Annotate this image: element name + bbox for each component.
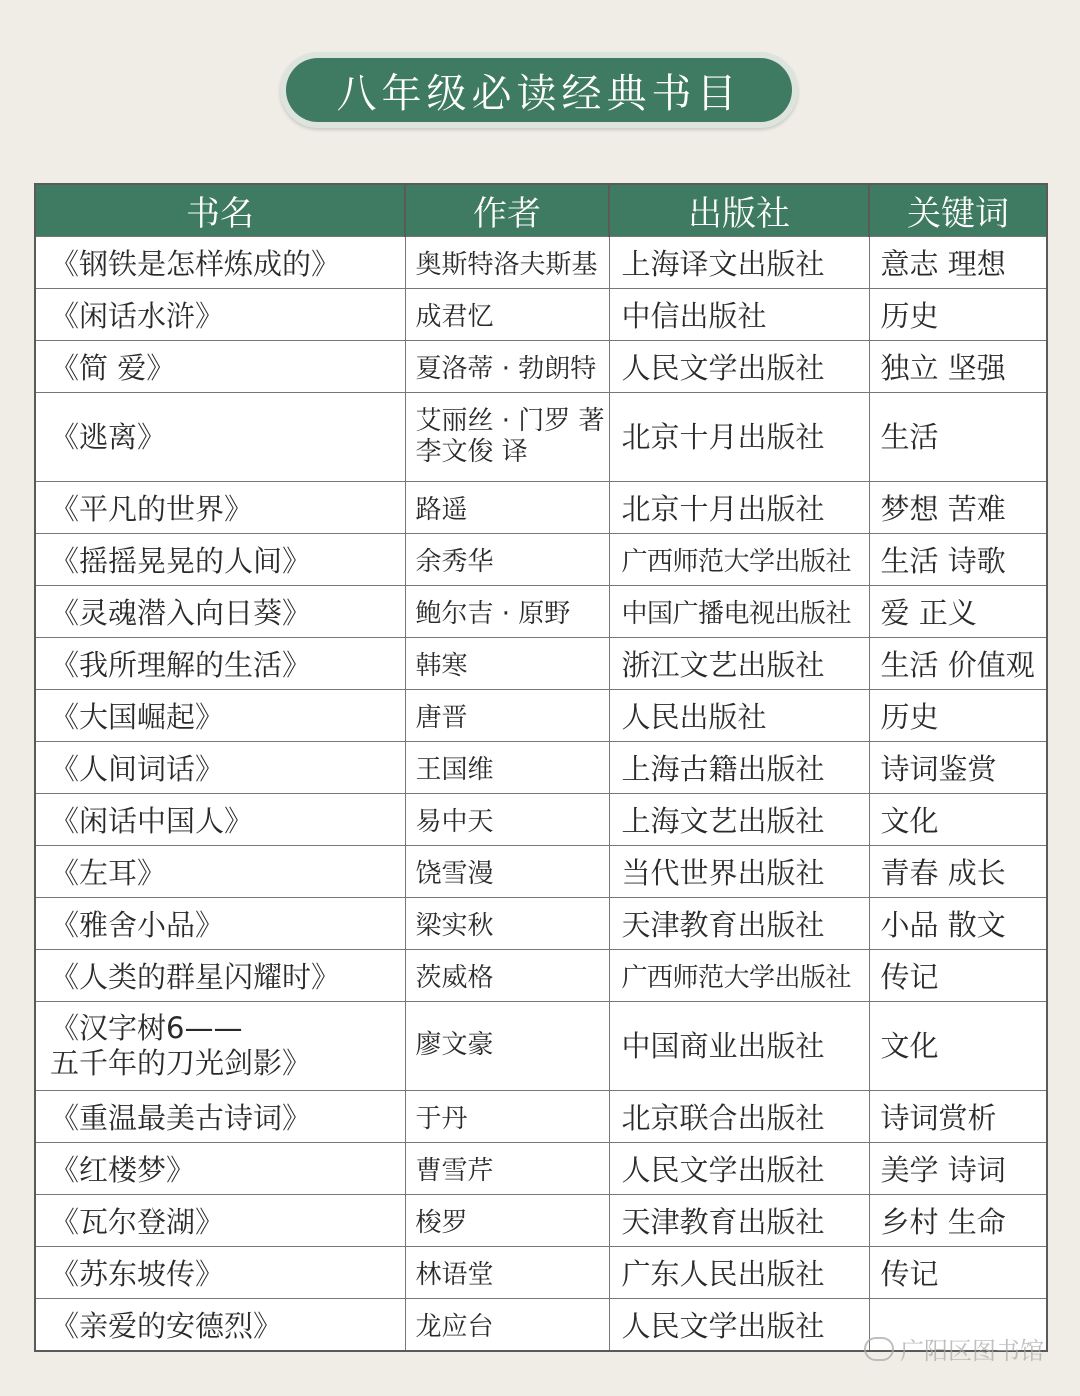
table-row	[35, 742, 1047, 794]
table-row	[35, 950, 1047, 1002]
keywords-cell: 生活 价值观	[869, 638, 1047, 690]
publisher-cell: 北京联合出版社	[609, 1091, 869, 1143]
table-row	[35, 846, 1047, 898]
book-title-cell: 《闲话中国人》	[35, 794, 405, 846]
keywords-cell: 传记	[869, 950, 1047, 1002]
keywords-cell: 小品 散文	[869, 898, 1047, 950]
table-row	[35, 794, 1047, 846]
keywords-cell: 生活 诗歌	[869, 534, 1047, 586]
publisher-cell: 天津教育出版社	[609, 1195, 869, 1247]
publisher-cell: 中国广播电视出版社	[609, 586, 869, 638]
keywords-cell: 传记	[869, 1247, 1047, 1299]
publisher-cell: 当代世界出版社	[609, 846, 869, 898]
publisher-cell: 广西师范大学出版社	[609, 950, 869, 1002]
table-row	[35, 1247, 1047, 1299]
author-cell: 夏洛蒂 · 勃朗特	[405, 341, 609, 393]
book-title-cell: 《瓦尔登湖》	[35, 1195, 405, 1247]
book-title-cell: 《灵魂潜入向日葵》	[35, 586, 405, 638]
table-row	[35, 341, 1047, 393]
book-title-cell: 《简 爱》	[35, 341, 405, 393]
book-title-cell: 《苏东坡传》	[35, 1247, 405, 1299]
keywords-cell: 青春 成长	[869, 846, 1047, 898]
table-row	[35, 237, 1047, 289]
author-cell: 成君忆	[405, 289, 609, 341]
table-row	[35, 393, 1047, 482]
author-cell: 曹雪芹	[405, 1143, 609, 1195]
table-row	[35, 586, 1047, 638]
watermark-text: 广阳区图书馆	[900, 1337, 1044, 1365]
keywords-cell: 爱 正义	[869, 586, 1047, 638]
table-row	[35, 1002, 1047, 1091]
book-title-cell: 《大国崛起》	[35, 690, 405, 742]
table-row	[35, 1091, 1047, 1143]
publisher-cell: 广西师范大学出版社	[609, 534, 869, 586]
publisher-cell: 上海译文出版社	[609, 237, 869, 289]
publisher-cell: 北京十月出版社	[609, 482, 869, 534]
author-cell: 韩寒	[405, 638, 609, 690]
author-cell: 路遥	[405, 482, 609, 534]
author-cell: 梭罗	[405, 1195, 609, 1247]
book-title-cell: 《闲话水浒》	[35, 289, 405, 341]
keywords-cell: 生活	[869, 393, 1047, 482]
table-row	[35, 638, 1047, 690]
author-cell: 于丹	[405, 1091, 609, 1143]
table-row	[35, 1195, 1047, 1247]
book-title-cell: 《亲爱的安德烈》	[35, 1299, 405, 1352]
book-title-cell: 《人间词话》	[35, 742, 405, 794]
table-row	[35, 534, 1047, 586]
author-cell: 艾丽丝 · 门罗 著 李文俊 译	[405, 393, 609, 482]
book-title-cell: 《汉字树6—— 五千年的刀光剑影》	[35, 1002, 405, 1091]
table-row	[35, 482, 1047, 534]
wechat-icon	[864, 1337, 894, 1361]
keywords-cell: 梦想 苦难	[869, 482, 1047, 534]
keywords-cell: 美学 诗词	[869, 1143, 1047, 1195]
book-title-cell: 《平凡的世界》	[35, 482, 405, 534]
publisher-cell: 人民文学出版社	[609, 1299, 869, 1352]
title-banner	[280, 52, 798, 128]
table-header-row	[35, 184, 1047, 237]
publisher-cell: 广东人民出版社	[609, 1247, 869, 1299]
header-book-title: 书名	[35, 184, 405, 237]
publisher-cell: 人民文学出版社	[609, 341, 869, 393]
book-title-cell: 《雅舍小品》	[35, 898, 405, 950]
publisher-cell: 中国商业出版社	[609, 1002, 869, 1091]
keywords-cell: 历史	[869, 289, 1047, 341]
publisher-cell: 浙江文艺出版社	[609, 638, 869, 690]
keywords-cell: 诗词赏析	[869, 1091, 1047, 1143]
book-title-cell: 《我所理解的生活》	[35, 638, 405, 690]
publisher-cell: 上海古籍出版社	[609, 742, 869, 794]
header-keywords: 关键词	[869, 184, 1047, 237]
author-cell: 唐晋	[405, 690, 609, 742]
publisher-cell: 天津教育出版社	[609, 898, 869, 950]
keywords-cell: 历史	[869, 690, 1047, 742]
book-title-cell: 《红楼梦》	[35, 1143, 405, 1195]
table-row	[35, 289, 1047, 341]
publisher-cell: 人民出版社	[609, 690, 869, 742]
author-cell: 林语堂	[405, 1247, 609, 1299]
author-cell: 余秀华	[405, 534, 609, 586]
author-cell: 鲍尔吉 · 原野	[405, 586, 609, 638]
author-cell: 饶雪漫	[405, 846, 609, 898]
author-cell: 易中天	[405, 794, 609, 846]
publisher-cell: 上海文艺出版社	[609, 794, 869, 846]
author-cell: 龙应台	[405, 1299, 609, 1352]
keywords-cell: 意志 理想	[869, 237, 1047, 289]
table-row	[35, 898, 1047, 950]
header-publisher: 出版社	[609, 184, 869, 237]
author-cell: 梁实秋	[405, 898, 609, 950]
page-title: 八年级必读经典书目	[286, 58, 792, 122]
publisher-cell: 北京十月出版社	[609, 393, 869, 482]
publisher-cell: 人民文学出版社	[609, 1143, 869, 1195]
book-title-cell: 《左耳》	[35, 846, 405, 898]
keywords-cell: 文化	[869, 1002, 1047, 1091]
watermark	[864, 1331, 1044, 1366]
book-title-cell: 《钢铁是怎样炼成的》	[35, 237, 405, 289]
table-row	[35, 690, 1047, 742]
reading-list-table	[34, 183, 1048, 1352]
publisher-cell: 中信出版社	[609, 289, 869, 341]
keywords-cell: 乡村 生命	[869, 1195, 1047, 1247]
table-body	[35, 237, 1047, 1352]
author-cell: 王国维	[405, 742, 609, 794]
author-cell: 奥斯特洛夫斯基	[405, 237, 609, 289]
book-title-cell: 《摇摇晃晃的人间》	[35, 534, 405, 586]
header-author: 作者	[405, 184, 609, 237]
author-cell: 廖文豪	[405, 1002, 609, 1091]
keywords-cell: 文化	[869, 794, 1047, 846]
keywords-cell: 独立 坚强	[869, 341, 1047, 393]
book-title-cell: 《重温最美古诗词》	[35, 1091, 405, 1143]
keywords-cell: 诗词鉴赏	[869, 742, 1047, 794]
author-cell: 茨威格	[405, 950, 609, 1002]
table-row	[35, 1143, 1047, 1195]
book-title-cell: 《逃离》	[35, 393, 405, 482]
book-title-cell: 《人类的群星闪耀时》	[35, 950, 405, 1002]
